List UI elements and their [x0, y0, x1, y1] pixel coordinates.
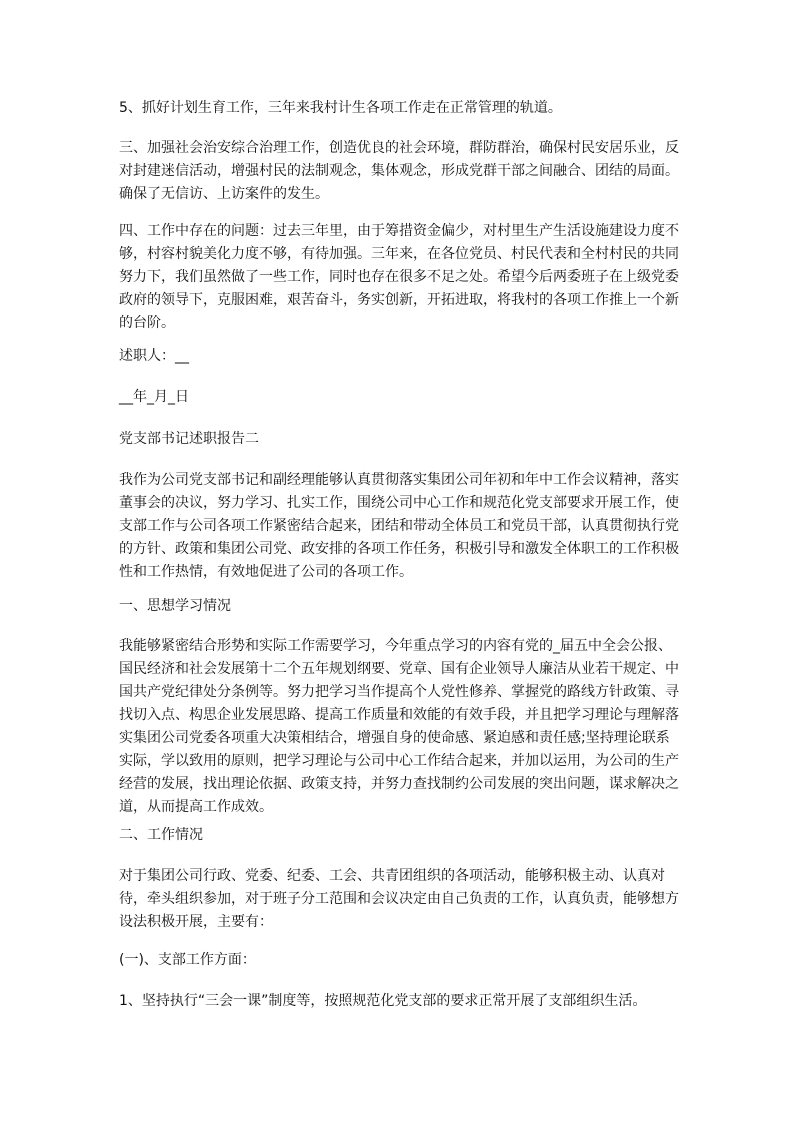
paragraph-work: 对于集团公司行政、党委、纪委、工会、共青团组织的各项活动，能够积极主动、认真对待，牵头组织参加，对于班子分工范围和会议决定由自己负责的工作，认真负责，能够想方设法积极开展，主要有：: [119, 868, 679, 930]
paragraph-public-security: 三、加强社会治安综合治理工作，创造优良的社会环境，群防群治，确保村民安居乐业，反对封建迷信活动，增强村民的法制观念，集体观念，形成党群干部之间融合、团结的局面。确保了无信访、上访案件的发生。: [119, 140, 679, 202]
heading-branch-work: (一)、支部工作方面：: [119, 952, 256, 968]
paragraph-study: 我能够紧密结合形势和实际工作需要学习，今年重点学习的内容有党的_届五中全会公报、国民经济和社会发展第十二个五年规划纲要、党章、国有企业领导人廉洁从业若干规定、中国共产党纪律处分条例等。努力把学习当作提高个人党性修养、掌握党的路线方针政策、寻找切入点、构思企业发展思路、提高工作质量和效能的有效手段，并且把学习理论与理解落实集团公司党委各项重大决策相结合，增强自身的使命感、紧迫感和责任感;坚持理论联系实际，学以致用的原则，把学习理论与公司中心工作结合起来，并加以运用，为公司的生产经营的发展，找出理论依据、政策支持，并努力查找制约公司发展的突出问题，谋求解决之道，从而提高工作成效。: [119, 638, 679, 815]
paragraph-family-planning: 5、抓好计划生育工作，三年来我村计生各项工作走在正常管理的轨道。: [119, 100, 562, 116]
heading-study: 一、思想学习情况: [119, 598, 231, 614]
reporter-signature: 述职人：__: [119, 348, 189, 364]
report-date: __年_月_日: [119, 389, 189, 405]
section-title-report-two: 党支部书记述职报告二: [119, 431, 259, 447]
paragraph-intro: 我作为公司党支部书记和副经理能够认真贯彻落实集团公司年初和年中工作会议精神，落实董事会的决议，努力学习、扎实工作，围绕公司中心工作和规范化党支部要求开展工作，使支部工作与公司各项工作紧密结合起来，团结和带动全体员工和党员干部，认真贯彻执行党的方针、政策和集团公司党、政安排的各项工作任务，积极引导和激发全体职工的工作积极性和工作热情，有效地促进了公司的各项工作。: [119, 472, 679, 580]
paragraph-existing-problems: 四、工作中存在的问题：过去三年里，由于筹措资金偏少，对村里生产生活设施建设力度不够，村容村貌美化力度不够，有待加强。三年来，在各位党员、村民代表和全村村民的共同努力下，我们虽然做了一些工作，同时也存在很多不足之处。希望今后两委班子在上级党委政府的领导下，克服困难，艰苦奋斗，务实创新，开拓进取，将我村的各项工作推上一个新的台阶。: [119, 223, 679, 331]
heading-work: 二、工作情况: [119, 827, 203, 843]
paragraph-three-meetings: 1、坚持执行“三会一课”制度等，按照规范化党支部的要求正常开展了支部组织生活。: [119, 993, 647, 1009]
